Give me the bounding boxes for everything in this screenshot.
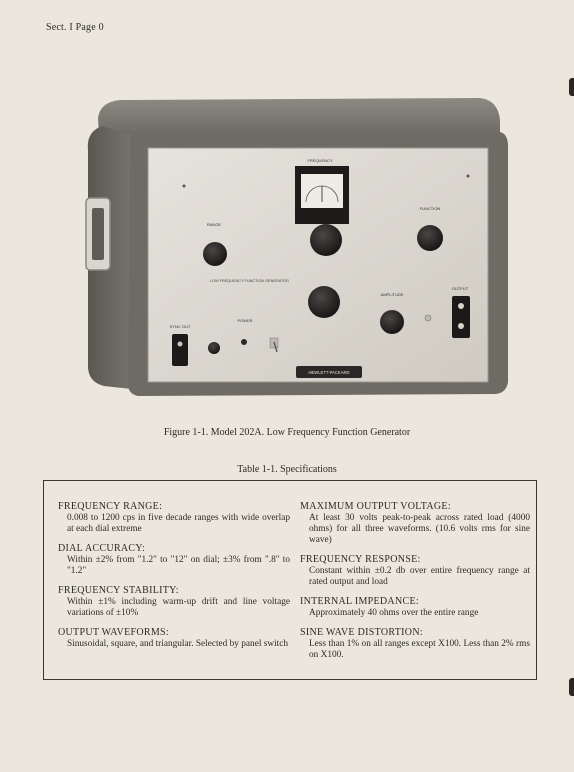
svg-text:HEWLETT-PACKARD: HEWLETT-PACKARD <box>308 370 350 375</box>
svg-text:OUTPUT: OUTPUT <box>451 286 469 291</box>
fuse-holder-icon <box>208 342 220 354</box>
function-knob-icon <box>417 225 443 251</box>
spec-heading: INTERNAL IMPEDANCE: <box>300 596 419 607</box>
spec-heading: FREQUENCY RANGE: <box>58 501 163 512</box>
svg-text:AMPLITUDE: AMPLITUDE <box>380 292 404 297</box>
frequency-knob-icon <box>310 224 342 256</box>
amplitude-knob-icon <box>380 310 404 334</box>
sync-out-jack-icon <box>172 334 188 366</box>
spec-item <box>58 501 290 535</box>
spec-text: Approximately 40 ohms over the entire range <box>309 608 479 618</box>
spec-heading: FREQUENCY RESPONSE: <box>300 554 421 565</box>
spec-item <box>300 596 530 619</box>
table-title: Table 1-1. Specifications <box>237 464 337 475</box>
spec-item <box>58 585 290 619</box>
svg-text:RANGE: RANGE <box>206 222 222 227</box>
vernier-knob-icon <box>308 286 340 318</box>
spec-item <box>300 554 530 588</box>
spec-heading: OUTPUT WAVEFORMS: <box>58 627 169 638</box>
spec-heading: SINE WAVE DISTORTION: <box>300 627 423 638</box>
specs-right-column <box>300 501 530 669</box>
spec-item <box>300 501 530 546</box>
svg-text:LOW FREQUENCY FUNCTION GENERAT: LOW FREQUENCY FUNCTION GENERATOR <box>210 279 289 283</box>
spec-heading: MAXIMUM OUTPUT VOLTAGE: <box>300 501 451 512</box>
spec-text: Less than 1% on all ranges except X100. Less than 2% rms on X100. <box>309 639 530 660</box>
spec-item <box>58 543 290 577</box>
spec-text: At least 30 volts peak-to-peak across rated load (4000 ohms) for all three waveforms. (10.6 volts rms for sine wave) <box>309 513 530 545</box>
figure-caption: Figure 1-1. Model 202A. Low Frequency Function Generator <box>163 427 411 438</box>
binder-hole-mark <box>569 678 574 696</box>
pilot-lamp-icon <box>241 339 247 345</box>
instrument-photo <box>80 90 512 410</box>
spec-text: Sinusoidal, square, and triangular. Selected by panel switch <box>67 639 289 649</box>
specs-left-column <box>58 501 290 658</box>
spec-item <box>58 627 290 650</box>
specifications-table <box>43 480 537 680</box>
svg-text:POWER: POWER <box>237 318 253 323</box>
svg-text:SYNC OUT: SYNC OUT <box>169 324 191 329</box>
spec-text: Within ±1% including warm-up drift and line voltage variations of ±10% <box>67 597 290 618</box>
side-handle-icon <box>86 198 110 270</box>
spec-text: Within ±2% from "1.2" to "12" on dial; ±3% from ".8" to "1.2" <box>67 555 290 576</box>
spec-heading: FREQUENCY STABILITY: <box>58 585 179 596</box>
svg-text:FREQUENCY: FREQUENCY <box>307 158 333 163</box>
spec-item <box>300 627 530 661</box>
binder-hole-mark <box>569 78 574 96</box>
spec-heading: DIAL ACCURACY: <box>58 543 146 554</box>
range-knob-icon <box>203 242 227 266</box>
spec-text: 0.008 to 1200 cps in five decade ranges with wide overlap at each dial extreme <box>67 513 290 534</box>
svg-text:FUNCTION: FUNCTION <box>419 206 441 211</box>
page-header: Sect. I Page 0 <box>46 22 104 33</box>
spec-text: Constant within ±0.2 db over entire frequency range at rated output and load <box>309 566 530 587</box>
output-terminals-icon <box>452 296 470 338</box>
